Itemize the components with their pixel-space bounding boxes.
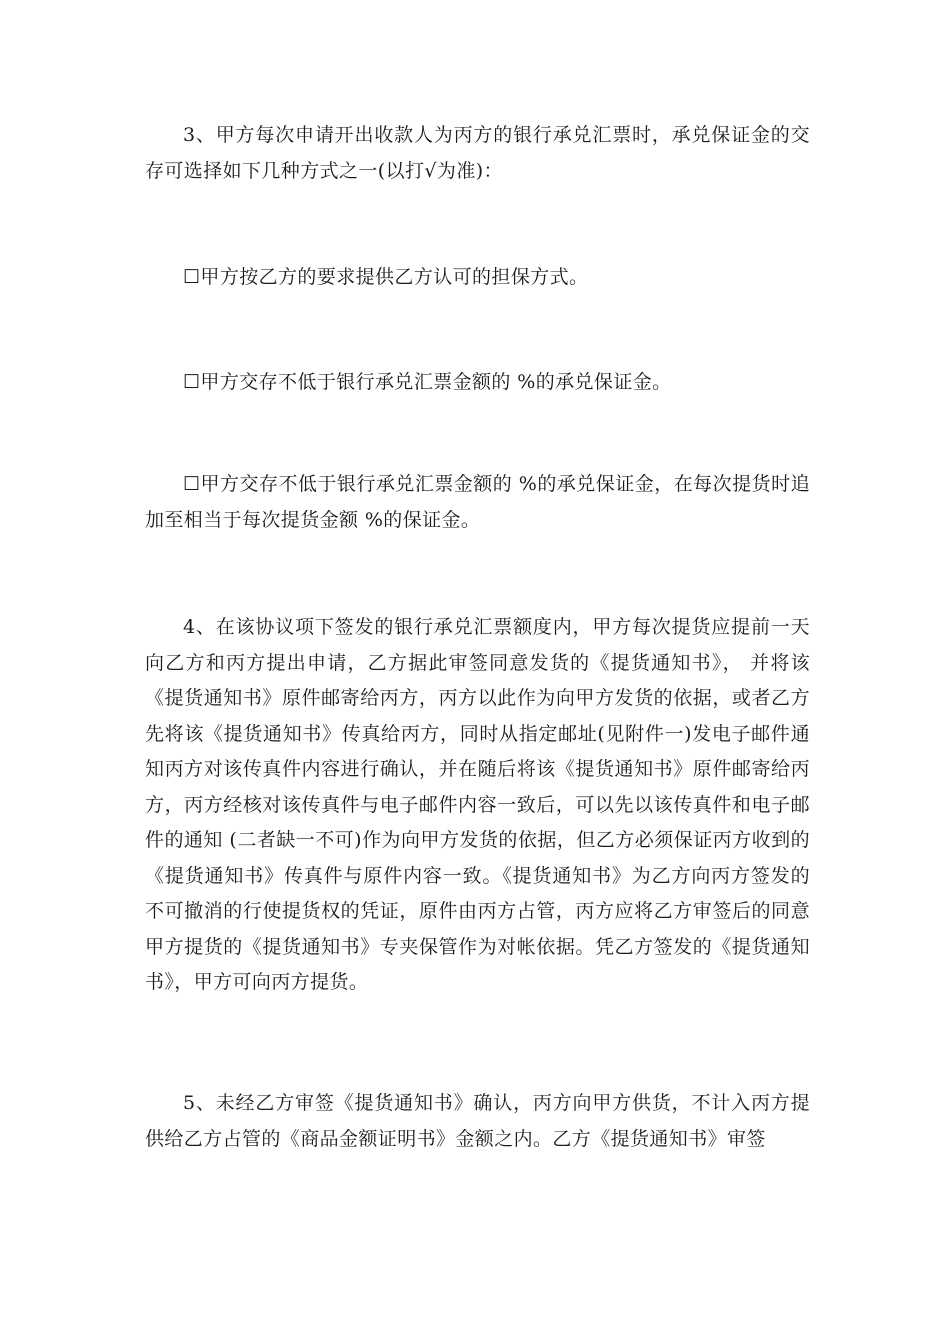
clause-5-paragraph: 5、未经乙方审签《提货通知书》确认，丙方向甲方供货，不计入丙方提供给乙方占管的《商品金额证明书》金额之内。乙方《提货通知书》审签	[145, 1092, 810, 1150]
clause-4-paragraph: 4、在该协议项下签发的银行承兑汇票额度内，甲方每次提货应提前一天向乙方和丙方提出申请，乙方据此审签同意发货的《提货通知书》， 并将该《提货通知书》原件邮寄给丙方，丙方以此作为向甲方发货的依据，或者乙方先将该《提货通知书》传真给丙方，同时从指定邮址(见附件一)发电子邮件通知丙方对该传真件内容进行确认，并在随后将该《提货通知书》原件邮寄给丙方，丙方经核对该传真件与电子邮件内容一致后，可以先以该传真件和电子邮件的通知 (二者缺一不可)作为向甲方发货的依据，但乙方必须保证丙方收到的《提货通知书》传真件与原件内容一致。《提货通知书》为乙方向丙方签发的不可撤消的行使提货权的凭证，原件由丙方占管，丙方应将乙方审签后的同意甲方提货的《提货通知书》专夹保管作为对帐依据。凭乙方签发的《提货通知书》，甲方可向丙方提货。	[145, 616, 810, 993]
clause-3-paragraph: 3、甲方每次申请开出收款人为丙方的银行承兑汇票时，承兑保证金的交存可选择如下几种方式之一(以打√为准)：	[145, 124, 810, 182]
deposit-option-2: ☐甲方交存不低于银行承兑汇票金额的 %的承兑保证金。	[183, 371, 672, 393]
deposit-option-1: ☐甲方按乙方的要求提供乙方认可的担保方式。	[183, 266, 589, 288]
deposit-option-3: ☐甲方交存不低于银行承兑汇票金额的 %的承兑保证金，在每次提货时追加至相当于每次提货金额 %的保证金。	[145, 473, 810, 531]
